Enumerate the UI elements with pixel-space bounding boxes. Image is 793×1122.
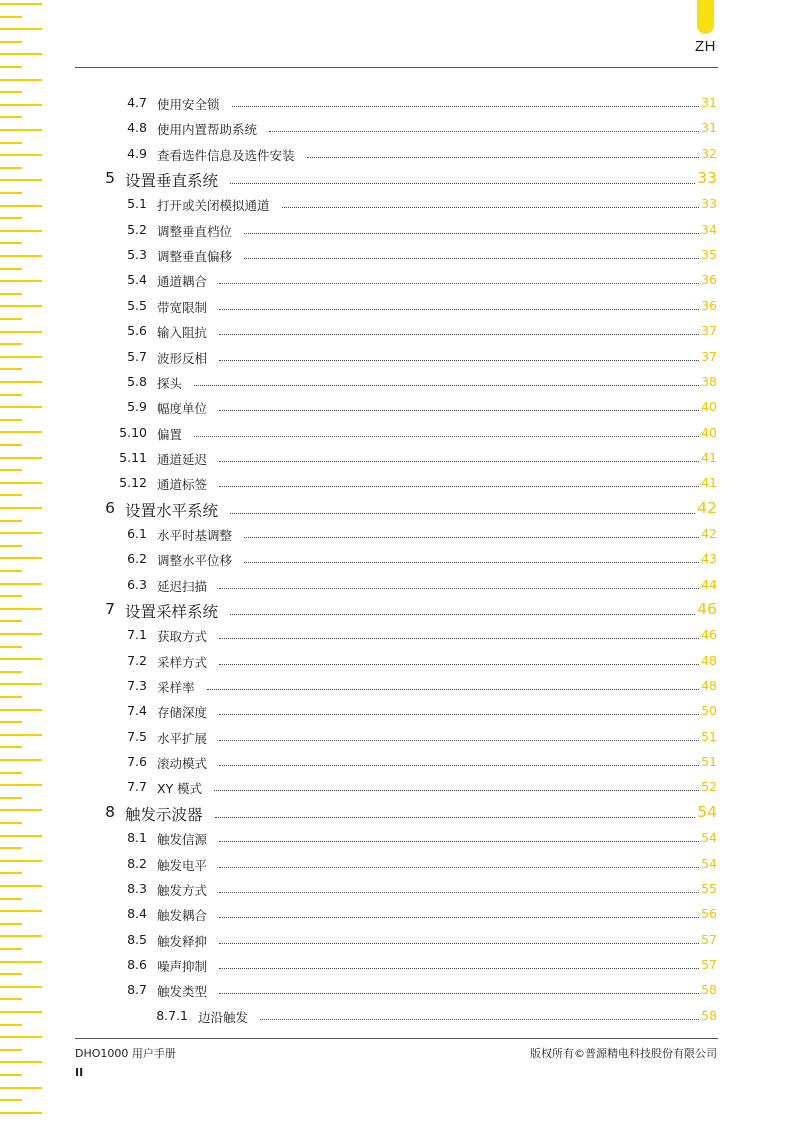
toc-entry-page: 37: [701, 323, 717, 339]
toc-entry[interactable]: [0, 982, 793, 1002]
toc-leader-dots: [282, 206, 699, 208]
toc-entry-page: 57: [701, 956, 717, 972]
toc-entry-page: 31: [701, 95, 717, 110]
toc-entry-page: 43: [701, 551, 717, 567]
toc-entry-page: 32: [701, 145, 717, 161]
edge-stripe: [0, 1074, 22, 1076]
toc-entry-number: 8.2: [127, 855, 147, 871]
toc-entry[interactable]: [0, 551, 793, 571]
toc-entry-page: 57: [701, 931, 717, 947]
toc-entry-page: 33: [701, 196, 717, 212]
toc-entry-title: 查看选件信息及选件安装: [157, 147, 295, 163]
toc-leader-dots: [219, 359, 699, 361]
toc-entry-page: 40: [701, 424, 717, 440]
toc-entry-number: 5.10: [119, 424, 147, 440]
edge-stripe: [0, 116, 22, 118]
edge-stripe: [0, 242, 22, 244]
edge-stripe: [0, 16, 22, 18]
toc-entry-title: 水平扩展: [157, 730, 208, 746]
toc-entry-number: 8.7.1: [156, 1007, 188, 1023]
toc-entry-page: 56: [701, 906, 717, 922]
toc-entry-page: 41: [701, 449, 717, 465]
toc-entry-number: 8.3: [127, 880, 147, 896]
toc-entry-page: 46: [697, 600, 717, 618]
toc-entry-title: 输入阻抗: [157, 325, 208, 341]
toc-leader-dots: [307, 156, 699, 158]
toc-leader-dots: [219, 866, 699, 868]
toc-entry-number: 8.5: [127, 931, 147, 947]
toc-leader-dots: [219, 713, 699, 715]
toc-entry-number: 6.3: [127, 576, 147, 592]
toc-entry-number: 5.1: [127, 196, 147, 212]
toc-leader-dots: [219, 663, 699, 665]
toc-leader-dots: [219, 916, 699, 918]
toc-entry-number: 7.7: [127, 779, 147, 795]
toc-entry[interactable]: [0, 957, 793, 977]
footer-doc-title: DHO1000 用户手册: [75, 1047, 176, 1060]
toc-entry-title: 采样方式: [157, 654, 208, 670]
toc-entry[interactable]: [0, 881, 793, 901]
toc-entry-title: 噪声抑制: [157, 958, 208, 974]
toc-leader-dots: [230, 512, 695, 514]
toc-entry-page: 54: [697, 802, 717, 821]
toc-leader-dots: [219, 460, 699, 462]
toc-entry-number: 8.1: [127, 830, 147, 846]
toc-entry-title: 存储深度: [157, 705, 208, 721]
toc-leader-dots: [219, 840, 699, 842]
toc-entry-title: 滚动模式: [157, 756, 208, 772]
toc-entry-page: 50: [701, 703, 717, 719]
edge-stripe: [0, 620, 22, 622]
toc-entry-title: 探头: [157, 375, 183, 391]
toc-entry[interactable]: [0, 247, 793, 267]
toc-entry-title: 触发方式: [157, 882, 208, 898]
toc-entry-title: 波形反相: [157, 350, 208, 366]
toc-entry[interactable]: [0, 830, 793, 850]
edge-stripe: [0, 1061, 42, 1063]
toc-entry-number: 7.1: [127, 627, 147, 643]
edge-stripe: [0, 142, 22, 144]
toc-entry[interactable]: [0, 146, 793, 166]
toc-entry-page: 46: [701, 627, 717, 643]
edge-stripe: [0, 1087, 42, 1089]
toc-entry-page: 34: [701, 221, 717, 237]
toc-leader-dots: [219, 764, 699, 766]
toc-entry-page: 36: [701, 272, 717, 288]
toc-entry[interactable]: [0, 678, 793, 698]
toc-entry-number: 8.7: [127, 982, 147, 998]
edge-stripe: [0, 192, 22, 194]
toc-entry-title: 通道标签: [157, 477, 208, 493]
toc-leader-dots: [194, 384, 699, 386]
toc-entry-title: 水平时基调整: [157, 527, 233, 543]
language-tab-marker: [697, 0, 714, 34]
toc-entry-page: 40: [701, 399, 717, 415]
toc-leader-dots: [219, 308, 699, 310]
toc-entry-page: 37: [701, 348, 717, 364]
toc-entry-title: 触发类型: [157, 984, 208, 1000]
toc-entry-page: 44: [701, 576, 717, 592]
edge-stripe: [0, 1099, 22, 1101]
toc-entry[interactable]: [0, 729, 793, 749]
toc-entry-title: 触发信源: [157, 832, 208, 848]
toc-entry[interactable]: [0, 222, 793, 242]
toc-entry-page: 48: [701, 652, 717, 668]
toc-entry[interactable]: [0, 932, 793, 952]
toc-entry[interactable]: [0, 475, 793, 495]
toc-entry-number: 8.6: [127, 956, 147, 972]
toc-leader-dots: [219, 891, 699, 893]
toc-entry[interactable]: [0, 703, 793, 723]
toc-leader-dots: [207, 688, 699, 690]
toc-leader-dots: [219, 409, 699, 411]
toc-entry[interactable]: [0, 779, 793, 799]
toc-entry-page: 55: [701, 880, 717, 896]
toc-leader-dots: [230, 182, 695, 184]
edge-stripe: [0, 1049, 22, 1051]
toc-entry[interactable]: [0, 425, 793, 445]
toc-entry-number: 5.9: [127, 399, 147, 415]
toc-entry-title: 延迟扫描: [157, 578, 208, 594]
toc-entry[interactable]: [0, 323, 793, 343]
edge-stripe: [0, 394, 22, 396]
toc-entry-title: 使用安全锁: [157, 97, 220, 112]
toc-leader-dots: [260, 1018, 699, 1020]
toc-entry-page: 36: [701, 297, 717, 313]
toc-entry-title: 带宽限制: [157, 299, 208, 315]
toc-entry-title: 获取方式: [157, 629, 208, 645]
toc-entry-page: 38: [701, 373, 717, 389]
toc-entry[interactable]: [0, 196, 793, 216]
toc-entry-title: 设置采样系统: [125, 603, 219, 621]
toc-entry[interactable]: [0, 120, 793, 140]
toc-entry-page: 33: [697, 169, 717, 188]
toc-entry-number: 4.7: [127, 95, 147, 110]
toc-entry-number: 5.3: [127, 247, 147, 263]
toc-entry-page: 42: [701, 525, 717, 541]
toc-entry-number: 5: [105, 169, 115, 188]
toc-leader-dots: [219, 282, 699, 284]
toc-entry-title: 触发电平: [157, 857, 208, 873]
toc-leader-dots: [194, 435, 699, 437]
toc-entry-title: 触发耦合: [157, 908, 208, 924]
toc-entry-page: 52: [701, 779, 717, 795]
toc-entry-number: 7.2: [127, 652, 147, 668]
toc-entry[interactable]: [0, 169, 793, 189]
toc-entry-number: 5.7: [127, 348, 147, 364]
toc-entry-page: 54: [701, 830, 717, 846]
toc-leader-dots: [219, 967, 699, 969]
toc-leader-dots: [219, 485, 699, 487]
toc-entry[interactable]: [0, 600, 793, 620]
footer-copyright: 版权所有©普源精电科技股份有限公司: [530, 1047, 717, 1060]
toc-entry[interactable]: [0, 856, 793, 876]
toc-leader-dots: [269, 130, 699, 132]
toc-entry[interactable]: [0, 803, 793, 823]
toc-leader-dots: [219, 992, 699, 994]
toc-entry-number: 7.6: [127, 754, 147, 770]
toc-entry-title: 幅度单位: [157, 401, 208, 417]
toc-entry[interactable]: [0, 754, 793, 774]
edge-stripe: [0, 343, 22, 345]
edge-stripe: [0, 1036, 42, 1038]
toc-entry[interactable]: [0, 95, 793, 115]
toc-entry-page: 42: [697, 498, 717, 517]
toc-entry-title: 触发释抑: [157, 933, 208, 949]
toc-entry[interactable]: [0, 399, 793, 419]
toc-entry-title: 调整垂直档位: [157, 223, 233, 239]
toc-entry-title: 通道延迟: [157, 451, 208, 467]
toc-entry-page: 54: [701, 855, 717, 871]
edge-stripe: [0, 53, 42, 55]
toc-entry[interactable]: [0, 272, 793, 292]
toc-entry-page: 58: [701, 1007, 717, 1023]
toc-entry-number: 5.4: [127, 272, 147, 288]
toc-leader-dots: [219, 942, 699, 944]
toc-leader-dots: [214, 789, 699, 791]
toc-entry-title: 调整水平位移: [157, 553, 233, 569]
language-label: ZH: [695, 38, 716, 55]
toc-entry-title: 采样率: [157, 680, 195, 696]
edge-stripe: [0, 368, 22, 370]
toc-entry-title: 通道耦合: [157, 274, 208, 290]
toc-entry[interactable]: [0, 349, 793, 369]
edge-stripe: [0, 520, 22, 522]
toc-leader-dots: [244, 561, 699, 563]
toc-entry-title: 偏置: [157, 426, 183, 442]
toc-entry-page: 35: [701, 247, 717, 263]
toc-entry-page: 48: [701, 678, 717, 694]
toc-entry-number: 7: [105, 600, 115, 618]
edge-stripe: [0, 217, 22, 219]
toc-entry-title: 调整垂直偏移: [157, 249, 233, 265]
edge-stripe: [0, 66, 22, 68]
toc-entry-title: XY 模式: [157, 781, 203, 797]
toc-leader-dots: [244, 232, 699, 234]
edge-stripe: [0, 318, 22, 320]
toc-entry-title: 边沿触发: [198, 1009, 249, 1025]
toc-entry-title: 触发示波器: [125, 805, 203, 824]
toc-entry[interactable]: [0, 450, 793, 470]
toc-entry-number: 8.4: [127, 906, 147, 922]
toc-entry-title: 打开或关闭模拟通道: [157, 198, 270, 214]
toc-entry[interactable]: [0, 906, 793, 926]
edge-stripe: [0, 28, 42, 30]
toc-entry-number: 4.8: [127, 120, 147, 136]
toc-entry[interactable]: [0, 577, 793, 597]
toc-entry-page: 41: [701, 475, 717, 491]
toc-leader-dots: [244, 257, 699, 259]
toc-entry-title: 设置水平系统: [125, 501, 219, 520]
toc-entry[interactable]: [0, 653, 793, 673]
toc-entry-number: 5.5: [127, 297, 147, 313]
edge-stripe: [0, 79, 42, 81]
edge-stripe: [0, 41, 22, 43]
toc-entry-page: 51: [701, 728, 717, 744]
toc-entry-number: 7.4: [127, 703, 147, 719]
toc-entry[interactable]: [0, 499, 793, 519]
toc-leader-dots: [230, 613, 695, 615]
header-rule: [75, 67, 718, 68]
toc-entry[interactable]: [0, 298, 793, 318]
toc-entry-number: 5.2: [127, 221, 147, 237]
toc-leader-dots: [232, 105, 699, 107]
edge-stripe: [0, 293, 22, 295]
toc-entry-page: 51: [701, 754, 717, 770]
toc-entry[interactable]: [0, 1008, 793, 1028]
toc-entry-number: 7.3: [127, 678, 147, 694]
toc-leader-dots: [219, 333, 699, 335]
toc-entry-page: 31: [701, 120, 717, 136]
toc-entry-number: 8: [105, 802, 115, 821]
toc-entry-number: 7.5: [127, 728, 147, 744]
toc-entry-number: 4.9: [127, 145, 147, 161]
toc-leader-dots: [219, 637, 699, 639]
toc-entry-number: 5.8: [127, 373, 147, 389]
toc-entry-title: 设置垂直系统: [125, 172, 219, 191]
toc-entry-number: 6: [105, 498, 115, 517]
toc-entry-number: 6.2: [127, 551, 147, 567]
toc-leader-dots: [215, 816, 695, 818]
toc-leader-dots: [244, 536, 699, 538]
edge-stripe: [0, 91, 22, 93]
toc-entry[interactable]: [0, 526, 793, 546]
edge-stripe: [0, 1112, 42, 1114]
toc-entry-number: 5.6: [127, 323, 147, 339]
toc-entry-title: 使用内置帮助系统: [157, 122, 258, 138]
toc-leader-dots: [219, 587, 699, 589]
footer-rule: [75, 1038, 718, 1039]
toc-entry-number: 5.12: [119, 475, 147, 491]
edge-stripe: [0, 268, 22, 270]
toc-entry[interactable]: [0, 627, 793, 647]
footer-page-number: II: [75, 1066, 84, 1079]
toc-entry-page: 58: [701, 982, 717, 998]
toc-entry-number: 5.11: [119, 449, 147, 465]
toc-entry-number: 6.1: [127, 525, 147, 541]
toc-entry[interactable]: [0, 374, 793, 394]
toc-leader-dots: [219, 739, 699, 741]
edge-stripe: [0, 3, 42, 5]
